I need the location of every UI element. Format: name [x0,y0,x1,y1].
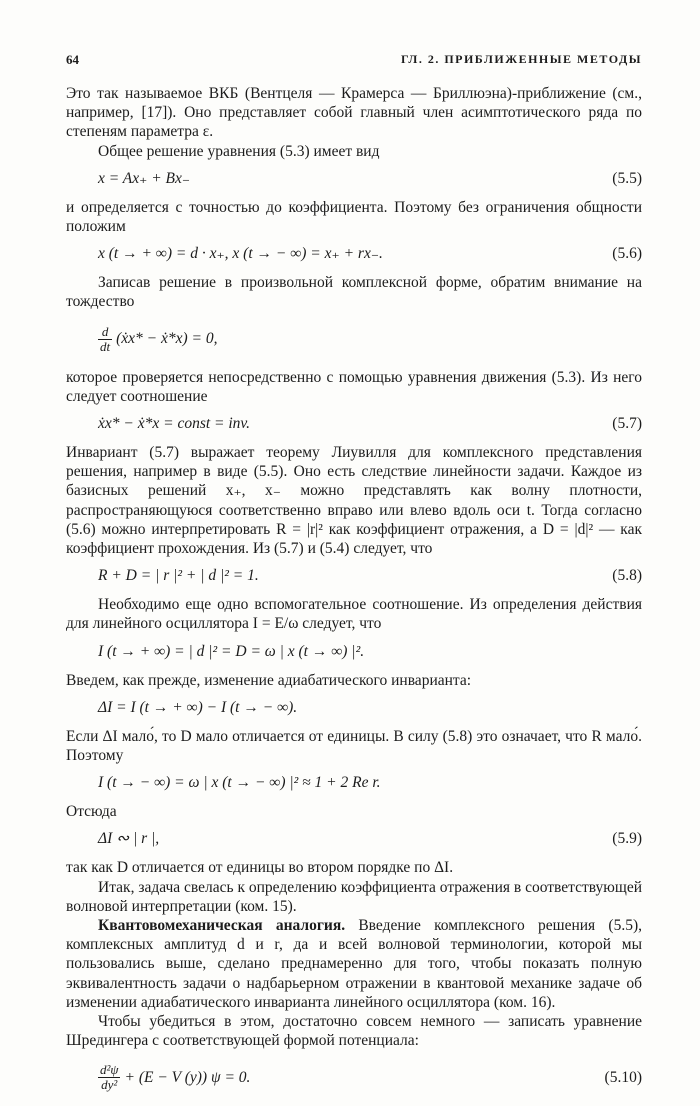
fraction-numerator: d²ψ [100,1062,119,1078]
paragraph-second-order: так как D отличается от единицы во втором порядке по ΔI. [66,859,454,877]
body-text [66,84,642,1107]
paragraph-invariant-change: Введем, как прежде, изменение адиабатического инварианта: [66,671,472,689]
equation-number: (5.7) [612,415,642,433]
equation-5-7 [66,413,642,434]
equation-5-10 [66,1058,642,1098]
equation-approx [66,772,642,793]
equation-number: (5.6) [612,245,642,263]
second-derivative-fraction [98,1063,120,1092]
equation-5-6 [66,243,642,264]
equation-expr: R + D = | r |² + | d |² = 1. [98,567,259,585]
paragraph-quantum-text: Введение комплексного решения (5.5), комплексных амплитуд d и r, да и всей волновой терминологии, которой мы пользовались выше, сделано преднамеренно для того, чтобы показать полную эквивалентность задачи о надбарьерном отражении в квантовой механике задаче об изменении адиабатического инварианта линейного осциллятора (ком. 16). [66,917,643,1011]
equation-number: (5.9) [612,830,642,848]
equation-number: (5.8) [612,567,642,585]
paragraph-small-delta: Если ΔI мало́, то D мало отличается от единицы. В силу (5.8) это означает, что R мало́. Поэтому [66,727,642,765]
fraction-denominator: dy² [101,1077,118,1093]
equation-expr: x (t → + ∞) = d · x₊, x (t → − ∞) = x₊ + rx₋. [98,245,383,263]
equation-expr: ΔI = I (t → + ∞) − I (t → − ∞). [98,698,298,716]
paragraph-quantum-analogy [66,916,642,1012]
equation-action [66,641,642,662]
equation-expr: x = Ax₊ + Bx₋ [98,169,191,187]
equation-expr-wrapper [98,1058,250,1098]
equation-5-9 [66,828,642,849]
fraction-denominator: dt [100,338,111,354]
equation-expr: I (t → − ∞) = ω | x (t → − ∞) |² ≈ 1 + 2 Re r. [98,774,381,792]
section-heading: Квантовомеханическая аналогия. [98,917,346,935]
paragraph-schrodinger: Чтобы убедиться в этом, достаточно совсем немного — записать уравнение Шредингера с соответствующей формой потенциала: [66,1013,642,1050]
paragraph-hence: Отсюда [66,803,117,821]
paragraph-wkb: Это так называемое ВКБ (Вентцеля — Крамерса — Бриллюэна)-приближение (см., например, [17]). Оно представляет собой главный член асимптотического ряда по степеням параметра ε. [66,85,642,141]
equation-expr: ẋx* − ẋ*x = const = inv. [98,415,251,433]
equation-5-5 [66,168,642,189]
equation-identity [66,319,642,359]
fraction-numerator: d [98,325,112,340]
page-number: 64 [66,52,79,67]
page-header [66,52,642,72]
equation-expr-wrapper [98,319,218,359]
running-head: ГЛ. 2. ПРИБЛИЖЕННЫЕ МЕТОДЫ [401,52,642,66]
equation-expr: I (t → + ∞) = | d |² = D = ω | x (t → ∞) |². [98,642,365,660]
paragraph-reflection: Итак, задача свелась к определению коэффициента отражения в соответствующей волновой интерпретации (ком. 15). [66,878,642,915]
paragraph-liouville: Инвариант (5.7) выражает теорему Лиувилля для комплексного представления решения, например в виде (5.5). Оно есть следствие линейности задачи. Каждое из базисных решений x₊, x₋ можно представлять как волну плотности, распространяющуюся соответственно вправо или влево вдоль оси t. Тогда согласно (5.6) можно интерпретировать R = |r|² как коэффициент отражения, а D = |d|² — как коэффициент прохождения. Из (5.7) и (5.4) следует, что [66,444,642,558]
paragraph-action: Необходимо еще одно вспомогательное соотношение. Из определения действия для линейного осциллятора I = E/ω следует, что [66,596,642,633]
equation-expr: ΔI ∾ | r |, [98,830,160,848]
equation-expr: + (E − V (y)) ψ = 0. [124,1068,251,1086]
equation-delta-i [66,697,642,718]
equation-number: (5.5) [612,169,642,187]
paragraph-verification: которое проверяется непосредственно с помощью уравнения движения (5.3). Из него следует соотношение [66,368,642,405]
paragraph-identity-intro: Записав решение в произвольной комплексной форме, обратим внимание на тождество [66,274,642,311]
equation-number: (5.10) [604,1068,642,1086]
equation-expr: (ẋx* − ẋ*x) = 0, [116,329,218,347]
derivative-fraction [98,325,112,354]
paragraph-general-solution: Общее решение уравнения (5.3) имеет вид [98,142,380,160]
equation-5-8 [66,565,642,586]
paragraph-normalization: и определяется с точностью до коэффициента. Поэтому без ограничения общности положим [66,198,642,236]
